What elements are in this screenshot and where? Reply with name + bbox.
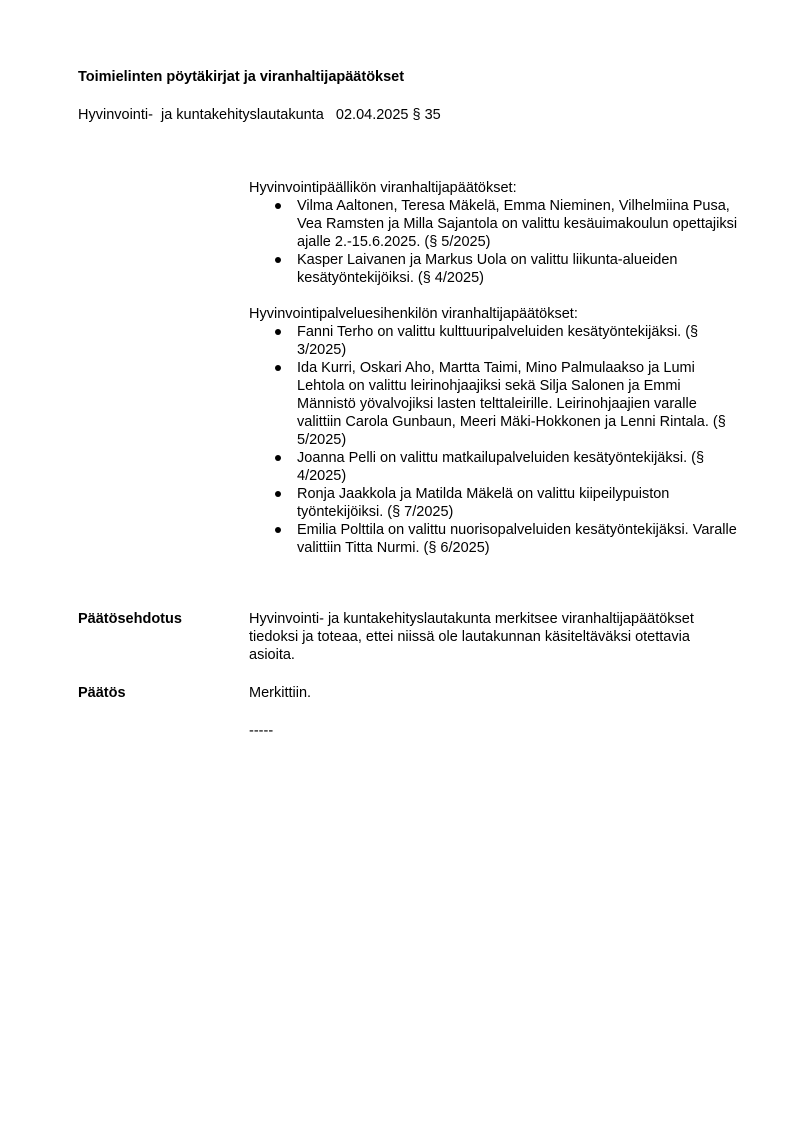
section-heading: Hyvinvointipäällikön viranhaltijapäätökset:	[249, 180, 517, 196]
list-item: Joanna Pelli on valittu matkailupalveluiden kesätyöntekijäksi. (§ 4/2025)	[297, 449, 739, 485]
decision-text: Merkittiin.	[249, 685, 312, 701]
list-item: Ida Kurri, Oskari Aho, Martta Taimi, Mino Palmulaakso ja Lumi Lehtola on valittu leirinohjaajiksi sekä Silja Salonen ja Emmi Männistö yövalvojiksi lasten telttaleirille. Leirinohjaajien varalle valittiin Carola Gunbaun, Meeri Mäki-Hokkonen ja Lenni Rintala. (§ 5/2025)	[297, 359, 739, 449]
proposal-text: Hyvinvointi- ja kuntakehityslautakunta merkitsee viranhaltijapäätökset tiedoksi ja toteaa, ettei niissä ole lautakunnan käsiteltäväksi otettavia asioita.	[249, 611, 694, 663]
decision-list	[249, 197, 739, 287]
decision-label: Päätös	[78, 685, 126, 701]
list-item: Fanni Terho on valittu kulttuuripalveluiden kesätyöntekijäksi. (§ 3/2025)	[297, 323, 739, 359]
proposal-label: Päätösehdotus	[78, 611, 182, 627]
meeting-reference	[78, 106, 441, 124]
list-item: Kasper Laivanen ja Markus Uola on valittu liikunta-alueiden kesätyöntekijöiksi. (§ 4/2025)	[297, 251, 739, 287]
section-heading: Hyvinvointipalveluesihenkilön viranhaltijapäätökset:	[249, 306, 578, 322]
page-title: Toimielinten pöytäkirjat ja viranhaltijapäätökset	[78, 69, 405, 85]
list-item: Vilma Aaltonen, Teresa Mäkelä, Emma Nieminen, Vilhelmiina Pusa, Vea Ramsten ja Milla Sajantola on valittu kesäuimakoulun opettajiksi ajalle 2.-15.6.2025. (§ 5/2025)	[297, 198, 738, 250]
section-welfare-supervisor-decisions	[249, 305, 739, 557]
list-item: Ronja Jaakkola ja Matilda Mäkelä on valittu kiipeilypuiston työntekijöiksi. (§ 7/2025)	[297, 485, 739, 521]
list-item: Emilia Polttila on valittu nuorisopalveluiden kesätyöntekijäksi. Varalle valittiin Titta Nurmi. (§ 6/2025)	[297, 521, 739, 557]
closing-separator: -----	[249, 723, 274, 739]
section-welfare-manager-decisions	[249, 179, 739, 287]
decisions-content	[249, 179, 739, 575]
decision-list	[249, 323, 739, 557]
meeting-reference-text: Hyvinvointi- ja kuntakehityslautakunta 02.04.2025 § 35	[78, 107, 441, 123]
